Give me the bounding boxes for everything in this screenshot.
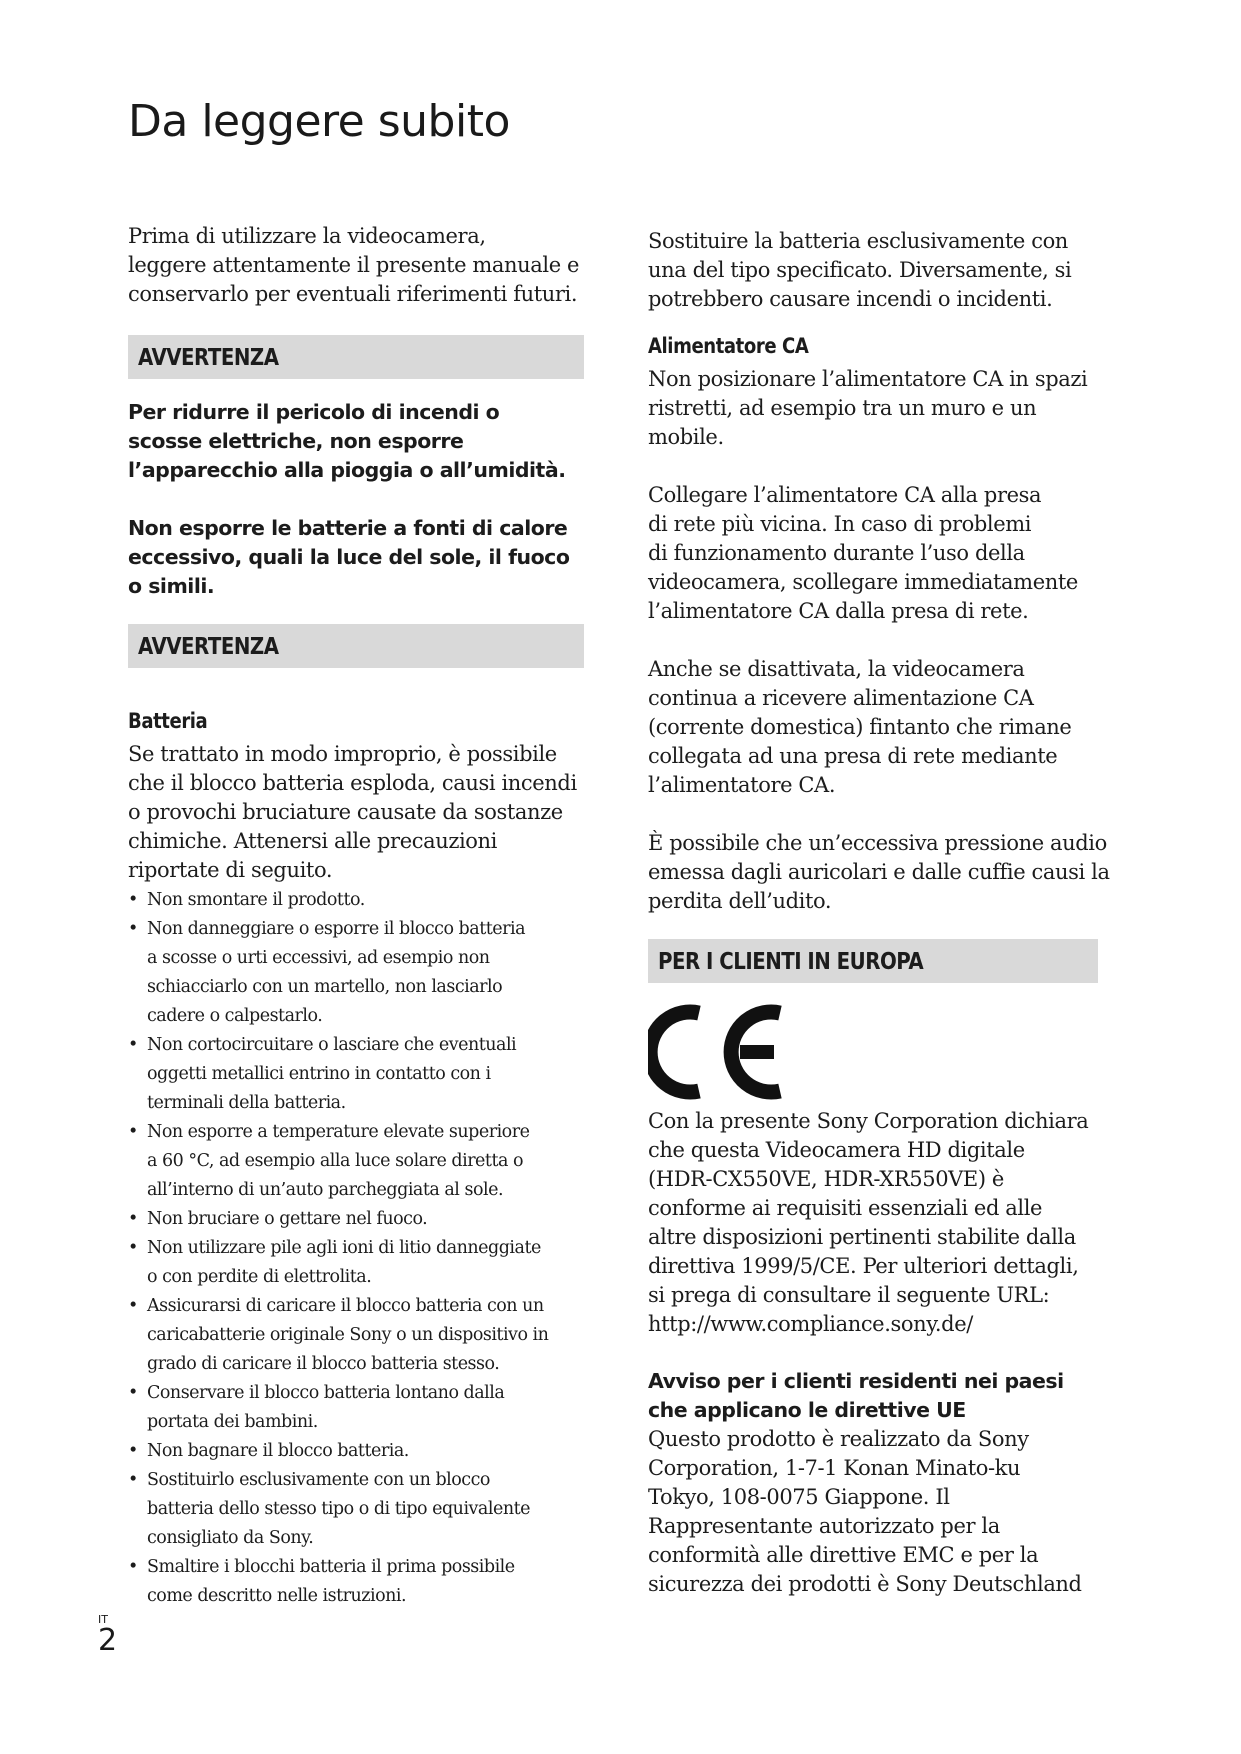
text-line: chimiche. Attenersi alle precauzioni [128, 829, 497, 853]
text-line: perdita dell’udito. [648, 889, 832, 913]
adapter-paragraph-2 [648, 481, 1118, 626]
list-item: • Non smontare il prodotto. [128, 890, 365, 910]
text-line: che applicano le direttive UE [648, 1398, 966, 1422]
text-line: conforme ai requisiti essenziali ed alle [648, 1196, 1043, 1220]
page-number [98, 1614, 117, 1656]
list-item: • Non utilizzare pile agli ioni di litio danneggiate o con perdite di elettrolita. [128, 1238, 541, 1287]
text-line: Collegare l’alimentatore CA alla presa [648, 483, 1042, 507]
ce-mark-icon [648, 999, 788, 1105]
list-item: • Non esporre a temperature elevate superiore a 60 °C, ad esempio alla luce solare diretta o all’interno di un’auto parcheggiata al sole. [128, 1122, 530, 1200]
text-line: Rappresentante autorizzato per la [648, 1514, 1000, 1538]
text-line: l’apparecchio alla pioggia o all’umidità. [128, 458, 566, 482]
text-line: Non esporre le batterie a fonti di calore [128, 516, 568, 540]
text-line: si prega di consultare il seguente URL: [648, 1283, 1050, 1307]
text-line: di funzionamento durante l’uso della [648, 541, 1025, 565]
audio-warning-paragraph [648, 829, 1118, 916]
text-line: (HDR-CX550VE, HDR-XR550VE) è [648, 1167, 1004, 1191]
left-column [128, 222, 584, 1611]
text-line: mobile. [648, 425, 724, 449]
text-line: che questa Videocamera HD digitale [648, 1138, 1025, 1162]
text-line: Non posizionare l’alimentatore CA in spazi [648, 367, 1088, 391]
text-line: riportate di seguito. [128, 858, 333, 882]
text-line: conservarlo per eventuali riferimenti futuri. [128, 282, 578, 306]
text-line: sicurezza dei prodotti è Sony Deutschland [648, 1572, 1082, 1596]
intro-paragraph [128, 222, 584, 309]
text-line: Tokyo, 108-0075 Giappone. Il [648, 1485, 950, 1509]
warning-band-2 [128, 624, 584, 668]
text-line: Corporation, 1-7-1 Konan Minato-ku [648, 1456, 1021, 1480]
text-line: Avviso per i clienti residenti nei paesi [648, 1369, 1064, 1393]
eu-notice-text [648, 1425, 1118, 1599]
warning-band-label: AVVERTENZA [138, 634, 279, 660]
text-line: l’alimentatore CA. [648, 773, 836, 797]
list-item: • Sostituirlo esclusivamente con un blocco batteria dello stesso tipo o di tipo equivalente consigliato da Sony. [128, 1470, 530, 1548]
text-line: conformità alle direttive EMC e per la [648, 1543, 1039, 1567]
text-line: Per ridurre il pericolo di incendi o [128, 400, 500, 424]
text-line: Questo prodotto è realizzato da Sony [648, 1427, 1029, 1451]
list-item: • Conservare il blocco batteria lontano dalla portata dei bambini. [128, 1383, 505, 1432]
europe-band-label: PER I CLIENTI IN EUROPA [658, 949, 924, 975]
text-line: collegata ad una presa di rete mediante [648, 744, 1058, 768]
text-line: una del tipo specificato. Diversamente, si [648, 258, 1072, 282]
text-line: emessa dagli auricolari e dalle cuffie causi la [648, 860, 1110, 884]
text-line: (corrente domestica) fintanto che rimane [648, 715, 1072, 739]
right-column [648, 222, 1118, 1599]
text-line: È possibile che un’eccessiva pressione audio [648, 831, 1107, 855]
text-line: Sostituire la batteria esclusivamente con [648, 229, 1068, 253]
adapter-heading: Alimentatore CA [648, 334, 809, 358]
text-line: potrebbero causare incendi o incidenti. [648, 287, 1053, 311]
compliance-url: http://www.compliance.sony.de/ [648, 1312, 973, 1336]
text-line: videocamera, scollegare immediatamente [648, 570, 1078, 594]
language-code: IT [98, 1613, 108, 1626]
page-title: Da leggere subito [128, 96, 510, 147]
list-item: • Assicurarsi di caricare il blocco batteria con un caricabatterie originale Sony o un dispositivo in grado di caricare il blocco batteria stesso. [128, 1296, 549, 1374]
warning-fire-text [128, 398, 584, 485]
warning-band-1 [128, 335, 584, 379]
text-line: di rete più vicina. In caso di problemi [648, 512, 1032, 536]
text-line: eccessivo, quali la luce del sole, il fuoco [128, 545, 570, 569]
text-line: ristretti, ad esempio tra un muro e un [648, 396, 1037, 420]
text-line: direttiva 1999/5/CE. Per ulteriori dettagli, [648, 1254, 1079, 1278]
text-line: l’alimentatore CA dalla presa di rete. [648, 599, 1029, 623]
adapter-paragraph-1 [648, 365, 1118, 452]
text-line: Prima di utilizzare la videocamera, [128, 224, 486, 248]
text-line: Anche se disattivata, la videocamera [648, 657, 1025, 681]
list-item: • Non cortocircuitare o lasciare che eventuali oggetti metallici entrino in contatto con i terminali della batteria. [128, 1035, 517, 1113]
text-line: che il blocco batteria esploda, causi incendi [128, 771, 577, 795]
list-item: • Non bagnare il blocco batteria. [128, 1441, 409, 1461]
text-line: o provochi bruciature causate da sostanze [128, 800, 563, 824]
list-item: • Non bruciare o gettare nel fuoco. [128, 1209, 428, 1229]
europe-band [648, 939, 1098, 983]
page-number-value: 2 [98, 1623, 118, 1658]
eu-notice-heading [648, 1367, 1118, 1425]
text-line: scosse elettriche, non esporre [128, 429, 464, 453]
text-line: altre disposizioni pertinenti stabilite dalla [648, 1225, 1076, 1249]
battery-precautions-list [128, 886, 584, 1611]
text-line: continua a ricevere alimentazione CA [648, 686, 1034, 710]
warning-band-label: AVVERTENZA [138, 345, 279, 371]
declaration-paragraph [648, 1107, 1118, 1339]
battery-heading: Batteria [128, 709, 208, 733]
list-item: • Non danneggiare o esporre il blocco batteria a scosse o urti eccessivi, ad esempio non schiacciarlo con un martello, non lasciarlo cadere o calpestarlo. [128, 919, 526, 1026]
warning-heat-text [128, 514, 584, 601]
text-line: leggere attentamente il presente manuale e [128, 253, 580, 277]
text-line: Se trattato in modo improprio, è possibile [128, 742, 557, 766]
battery-intro [128, 740, 584, 885]
list-item: • Smaltire i blocchi batteria il prima possibile come descritto nelle istruzioni. [128, 1557, 515, 1606]
replace-battery-paragraph [648, 227, 1118, 314]
text-line: Con la presente Sony Corporation dichiara [648, 1109, 1089, 1133]
adapter-paragraph-3 [648, 655, 1118, 800]
text-line: o simili. [128, 574, 215, 598]
